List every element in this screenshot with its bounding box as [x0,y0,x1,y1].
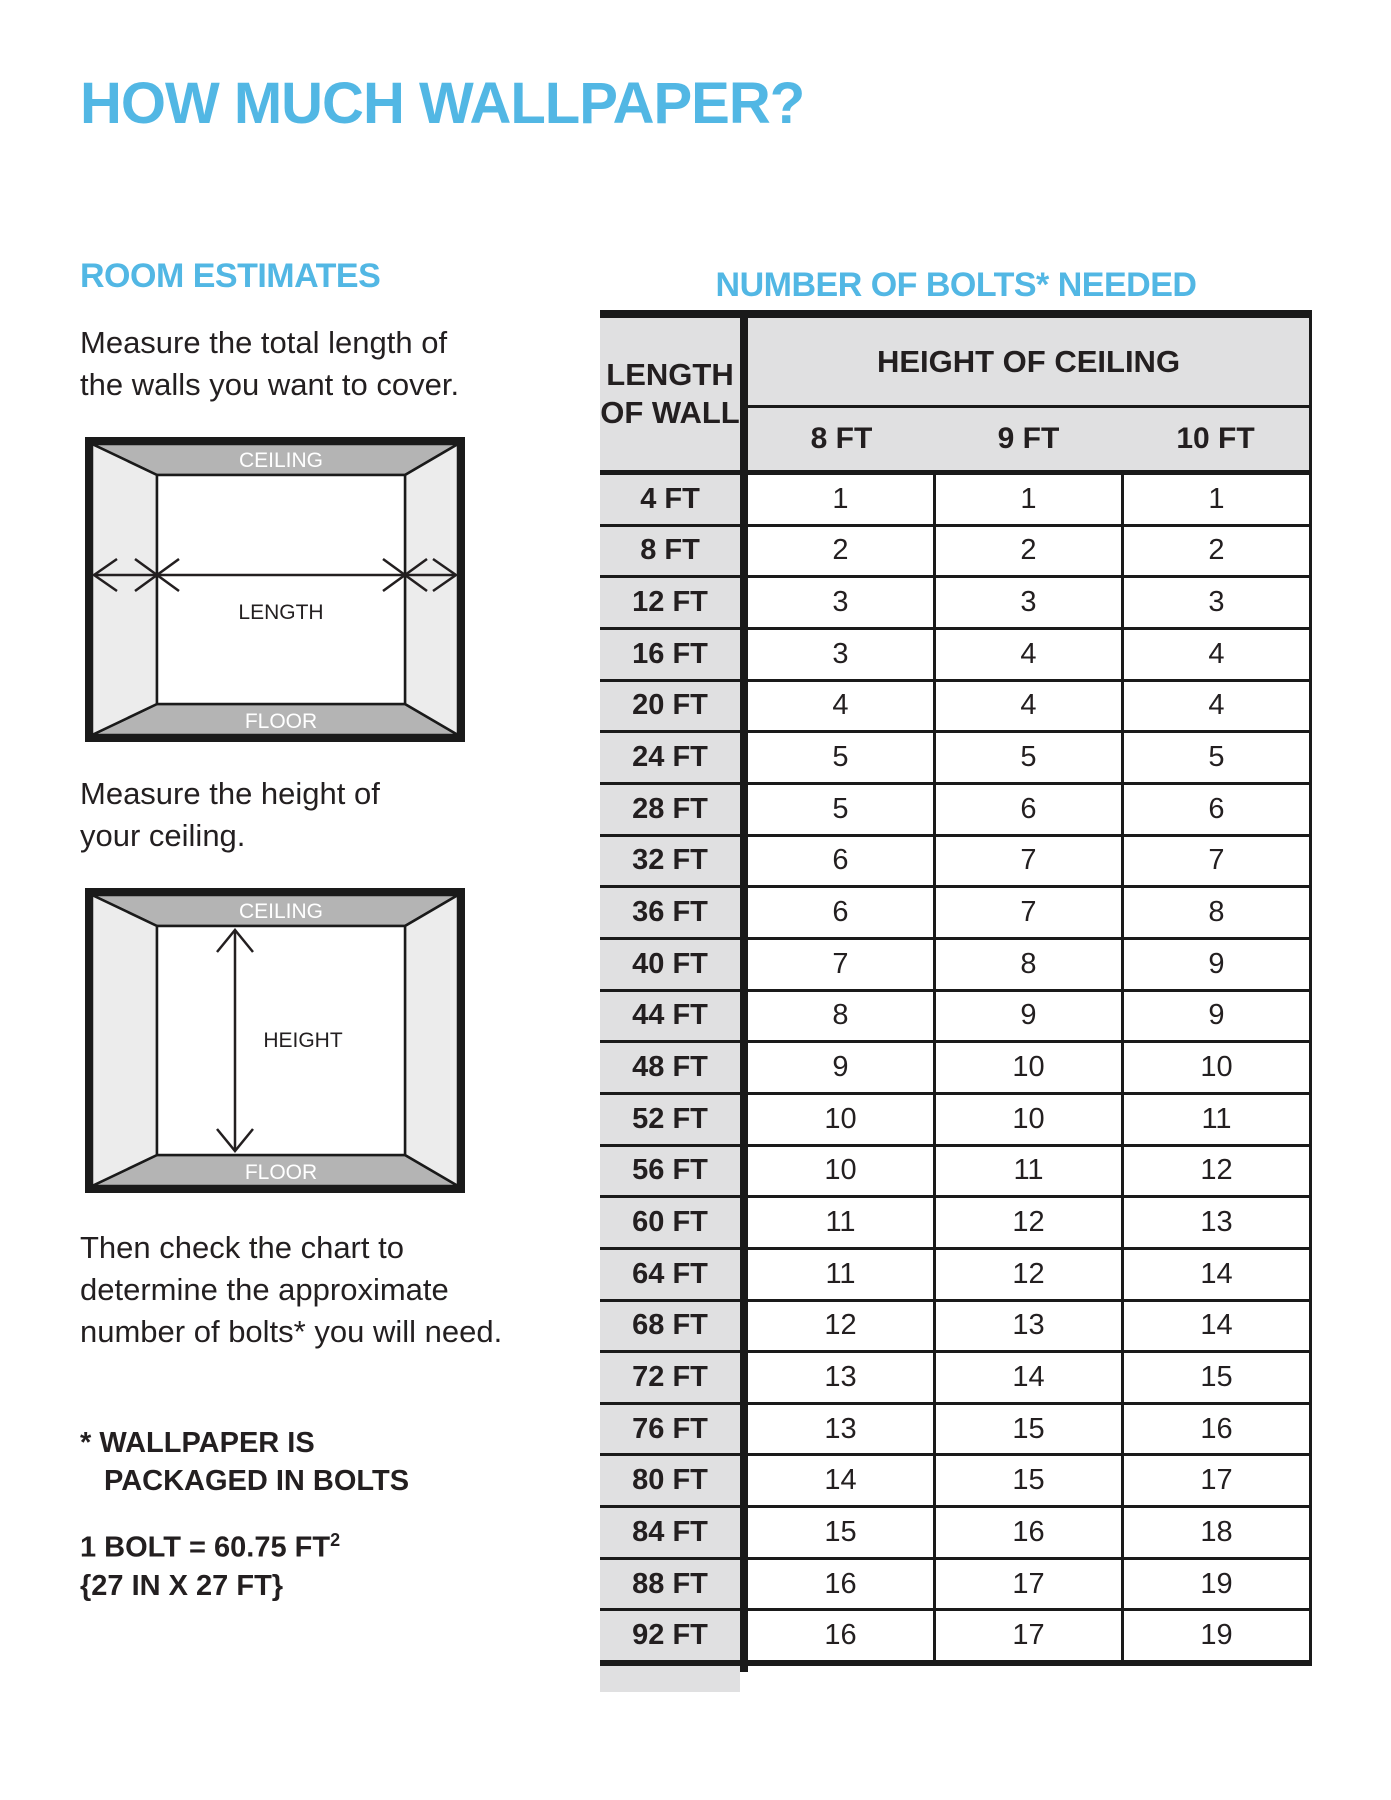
table-row [748,1453,1309,1505]
bolt-count-cell: 5 [1124,733,1309,782]
table-row [748,1144,1309,1196]
bolt-count-cell: 13 [933,1302,1124,1351]
length-cell: 48 FT [600,1040,740,1092]
page-title: HOW MUCH WALLPAPER? [80,71,805,136]
bolt-definition [80,1521,340,1605]
table-body [748,475,1309,1660]
bolt-count-cell: 3 [748,630,933,679]
length-cell: 24 FT [600,730,740,782]
bolt-count-cell: 8 [748,992,933,1041]
table-row [748,885,1309,937]
bolt-count-cell: 3 [748,578,933,627]
table-row [748,782,1309,834]
paragraph-line: Measure the height of [80,776,380,811]
room-height-diagram-svg [85,888,465,1193]
bolt-count-cell: 12 [748,1302,933,1351]
bolt-count-cell: 6 [933,785,1124,834]
bolt-count-cell: 10 [748,1095,933,1144]
bolt-count-cell: 13 [748,1353,933,1402]
bolt-count-cell: 9 [933,992,1124,1041]
bolt-count-cell: 12 [933,1198,1124,1247]
paragraph-check-chart [80,1227,502,1353]
bolt-count-cell: 10 [933,1043,1124,1092]
bolt-count-cell: 11 [748,1250,933,1299]
section-heading-room-estimates: ROOM ESTIMATES [80,257,381,295]
bolt-equation-superscript: 2 [330,1530,341,1550]
bolt-count-cell: 10 [748,1147,933,1196]
bolt-count-cell: 14 [1124,1302,1309,1351]
footnote-line: PACKAGED IN BOLTS [104,1465,410,1497]
bolt-equation [80,1521,340,1567]
bolt-count-cell: 14 [1124,1250,1309,1299]
bolt-count-cell: 8 [1124,888,1309,937]
height-label: HEIGHT [263,1029,343,1052]
footnote-line: * WALLPAPER IS [80,1427,315,1459]
bolt-count-cell: 6 [748,837,933,886]
bolt-count-cell: 18 [1124,1508,1309,1557]
bolt-count-cell: 14 [933,1353,1124,1402]
length-cell: 76 FT [600,1402,740,1454]
table-row [748,1247,1309,1299]
paragraph-measure-height [80,773,380,857]
ceiling-label: CEILING [238,449,324,472]
length-cell: 80 FT [600,1453,740,1505]
right-wall [405,895,458,1186]
bolt-count-cell: 13 [748,1405,933,1454]
table-row [748,679,1309,731]
bolt-count-cell: 11 [748,1198,933,1247]
table-row [748,989,1309,1041]
table-bottom-border [748,1660,1309,1666]
col-header-10ft: 10 FT [1176,422,1255,455]
bolt-count-cell: 2 [933,527,1124,576]
bolt-count-cell: 16 [748,1560,933,1609]
bolt-count-cell: 5 [933,733,1124,782]
bolt-count-cell: 5 [748,785,933,834]
bolt-count-cell: 16 [1124,1405,1309,1454]
length-cell: 12 FT [600,575,740,627]
back-wall [157,475,405,704]
length-cell: 56 FT [600,1144,740,1196]
ceiling-label: CEILING [238,900,324,923]
bolt-count-cell: 12 [1124,1147,1309,1196]
bolt-count-cell: 3 [1124,578,1309,627]
table-row [748,1557,1309,1609]
room-length-diagram-svg [85,437,465,742]
sub-header-row [748,408,1309,475]
table-row [748,475,1309,524]
bolt-count-cell: 14 [748,1456,933,1505]
bolt-count-cell: 7 [933,837,1124,886]
bolt-count-cell: 1 [933,475,1124,524]
bolt-count-cell: 19 [1124,1560,1309,1609]
room-height-diagram [85,888,465,1193]
bolt-count-cell: 4 [1124,682,1309,731]
bolt-count-cell: 9 [1124,940,1309,989]
length-cell: 36 FT [600,885,740,937]
table-thick-divider [740,318,748,1672]
bolt-count-cell: 11 [1124,1095,1309,1144]
length-cell: 88 FT [600,1557,740,1609]
length-cell: 20 FT [600,679,740,731]
bolt-count-cell: 4 [1124,630,1309,679]
table-row [748,937,1309,989]
bolt-count-cell: 15 [933,1456,1124,1505]
bolt-count-cell: 5 [748,733,933,782]
table-row [748,730,1309,782]
bolt-count-cell: 12 [933,1250,1124,1299]
length-cell: 92 FT [600,1608,740,1660]
ceiling-height-section [748,318,1312,1666]
bolt-count-cell: 17 [933,1611,1124,1660]
table-row [748,575,1309,627]
bolt-count-cell: 15 [933,1405,1124,1454]
floor-label: FLOOR [244,710,318,733]
bolt-count-cell: 9 [748,1043,933,1092]
paragraph-line: Measure the total length of [80,325,448,360]
length-cell: 84 FT [600,1505,740,1557]
table-row [748,1402,1309,1454]
right-wall [405,444,458,735]
paragraph-line: the walls you want to cover. [80,367,460,402]
table-row [748,627,1309,679]
table-heading: NUMBER OF BOLTS* NEEDED [715,266,1197,304]
length-cell: 32 FT [600,834,740,886]
length-cell: 40 FT [600,937,740,989]
length-cell: 44 FT [600,989,740,1041]
left-wall [92,444,157,735]
bolt-count-cell: 7 [1124,837,1309,886]
bolt-count-cell: 16 [933,1508,1124,1557]
bolts-table [600,310,1312,1692]
table-row [748,834,1309,886]
bolt-equation-text: 1 BOLT = 60.75 FT [80,1531,331,1564]
length-cell: 16 FT [600,627,740,679]
col-header-line: LENGTH [606,357,734,392]
table-row [748,524,1309,576]
table-top-border [600,310,1312,318]
footnote-wallpaper-bolts [80,1424,409,1500]
bolt-count-cell: 1 [748,475,933,524]
length-cell: 8 FT [600,524,740,576]
table-row [748,1040,1309,1092]
bolt-count-cell: 11 [933,1147,1124,1196]
bolt-count-cell: 4 [933,630,1124,679]
bolt-count-cell: 15 [748,1508,933,1557]
table-row [748,1299,1309,1351]
bolt-count-cell: 16 [748,1611,933,1660]
bolt-count-cell: 10 [1124,1043,1309,1092]
bolt-count-cell: 4 [933,682,1124,731]
table-row [748,1608,1309,1660]
length-cell: 60 FT [600,1195,740,1247]
bolt-count-cell: 2 [748,527,933,576]
bolt-count-cell: 3 [933,578,1124,627]
table-row [748,1195,1309,1247]
length-cell: 28 FT [600,782,740,834]
paragraph-line: your ceiling. [80,818,246,853]
bolt-count-cell: 15 [1124,1353,1309,1402]
length-cell: 64 FT [600,1247,740,1299]
col-header-height-of-ceiling: HEIGHT OF CEILING [748,318,1309,408]
table-row [748,1092,1309,1144]
floor-label: FLOOR [244,1161,318,1184]
bolt-count-cell: 10 [933,1095,1124,1144]
length-label: LENGTH [238,601,324,624]
bolt-count-cell: 8 [933,940,1124,989]
length-labels [600,475,740,1660]
col-header-8ft: 8 FT [810,422,873,455]
col-header-length-of-wall [600,318,740,475]
col-header-9ft: 9 FT [997,422,1060,455]
paragraph-measure-length [80,322,459,406]
length-cell: 68 FT [600,1299,740,1351]
table-footer-strip [600,1666,740,1692]
bolt-count-cell: 17 [1124,1456,1309,1505]
bolt-count-cell: 7 [933,888,1124,937]
length-cell: 4 FT [600,475,740,524]
paragraph-line: number of bolts* you will need. [80,1314,503,1349]
left-wall [92,895,157,1186]
bolt-count-cell: 13 [1124,1198,1309,1247]
length-of-wall-column [600,318,740,1692]
paragraph-line: determine the approximate [80,1272,449,1307]
table-row [748,1505,1309,1557]
table-row [748,1350,1309,1402]
paragraph-line: Then check the chart to [80,1230,404,1265]
bolt-count-cell: 7 [748,940,933,989]
bolt-count-cell: 19 [1124,1611,1309,1660]
bolt-count-cell: 9 [1124,992,1309,1041]
col-header-line: OF WALL [600,395,740,430]
bolt-count-cell: 17 [933,1560,1124,1609]
bolt-count-cell: 6 [1124,785,1309,834]
room-length-diagram [85,437,465,742]
bolt-count-cell: 4 [748,682,933,731]
length-cell: 72 FT [600,1350,740,1402]
bolt-count-cell: 2 [1124,527,1309,576]
length-cell: 52 FT [600,1092,740,1144]
bolt-dimensions: {27 IN X 27 FT} [80,1569,284,1602]
bolt-count-cell: 1 [1124,475,1309,524]
bolt-count-cell: 6 [748,888,933,937]
